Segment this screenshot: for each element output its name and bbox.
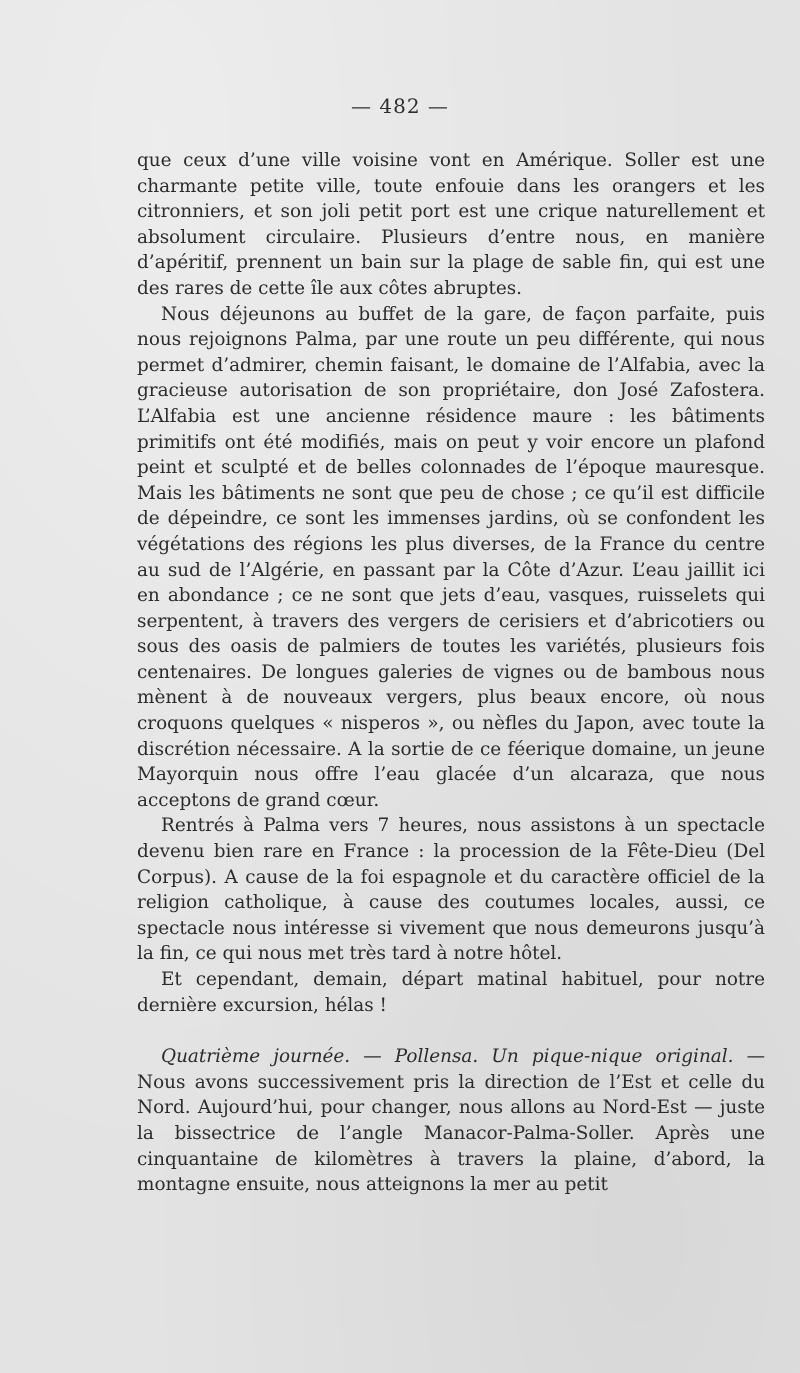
section-gap — [137, 1018, 765, 1044]
section-body: Nous avons successivement pris la direction de l’Est et celle du Nord. Aujourd’hui, pour changer, nous allons au Nord-Est — juste la bissectrice de l’angle Manacor-Palma-Soller. Après une cinquantaine de kilomètres à travers la plaine, d’abord, la montagne ensuite, nous atteignons la mer au petit — [137, 1071, 765, 1196]
text-block — [137, 148, 765, 1198]
section-quatrieme-journee — [137, 1044, 765, 1198]
section-heading: Quatrième journée. — Pollensa. Un pique-nique original. — — [161, 1046, 765, 1068]
paragraph-departure: Et cependant, demain, départ matinal habituel, pour notre dernière excursion, hélas ! — [137, 969, 765, 1016]
page-number: — 482 — — [351, 94, 449, 118]
paragraph-procession: Rentrés à Palma vers 7 heures, nous assistons à un spectacle devenu bien rare en France : la procession de la Fête-Dieu (Del Corpus). A cause de la foi espagnole et du caractère officiel de la religion catholique, à cause des coutumes locales, aussi, ce spectacle nous intéresse si vivement que nous demeurons jusqu’à la fin, ce qui nous met très tard à notre hôtel. — [137, 815, 765, 965]
paragraph-soller: que ceux d’une ville voisine vont en Amérique. Soller est une charmante petite ville, toute enfouie dans les orangers et les citronniers, et son joli petit port est une crique naturellement et absolument circulaire. Plusieurs d’entre nous, en manière d’apéritif, prennent un bain sur la plage de sable fin, qui est une des rares de cette île aux côtes abruptes. — [137, 150, 765, 299]
paragraph-alfabia: Nous déjeunons au buffet de la gare, de façon parfaite, puis nous rejoignons Palma, par une route un peu différente, qui nous permet d’admirer, chemin faisant, le domaine de l’Alfabia, avec la gracieuse autorisation de son propriétaire, don José Zafostera. L’Alfabia est une ancienne résidence maure : les bâtiments primitifs ont été modifiés, mais on peut y voir encore un plafond peint et sculpté et de belles colonnades de l’époque mauresque. Mais les bâtiments ne sont que peu de chose ; ce qu’il est difficile de dépeindre, ce sont les immenses jardins, où se confondent les végétations des régions les plus diverses, de la France du centre au sud de l’Algérie, en passant par la Côte d’Azur. L’eau jaillit ici en abondance ; ce ne sont que jets d’eau, vasques, ruisselets qui serpentent, à travers des vergers de cerisiers et d’abricotiers ou sous des oasis de palmiers de toutes les variétés, plusieurs fois centenaires. De longues galeries de vignes ou de bambous nous mènent à de nouveaux vergers, plus beaux encore, où nous croquons quelques « nisperos », ou nèfles du Japon, avec toute la discrétion nécessaire. A la sortie de ce féerique domaine, un jeune Mayorquin nous offre l’eau glacée d’un alcaraza, que nous acceptons de grand cœur. — [137, 303, 765, 811]
